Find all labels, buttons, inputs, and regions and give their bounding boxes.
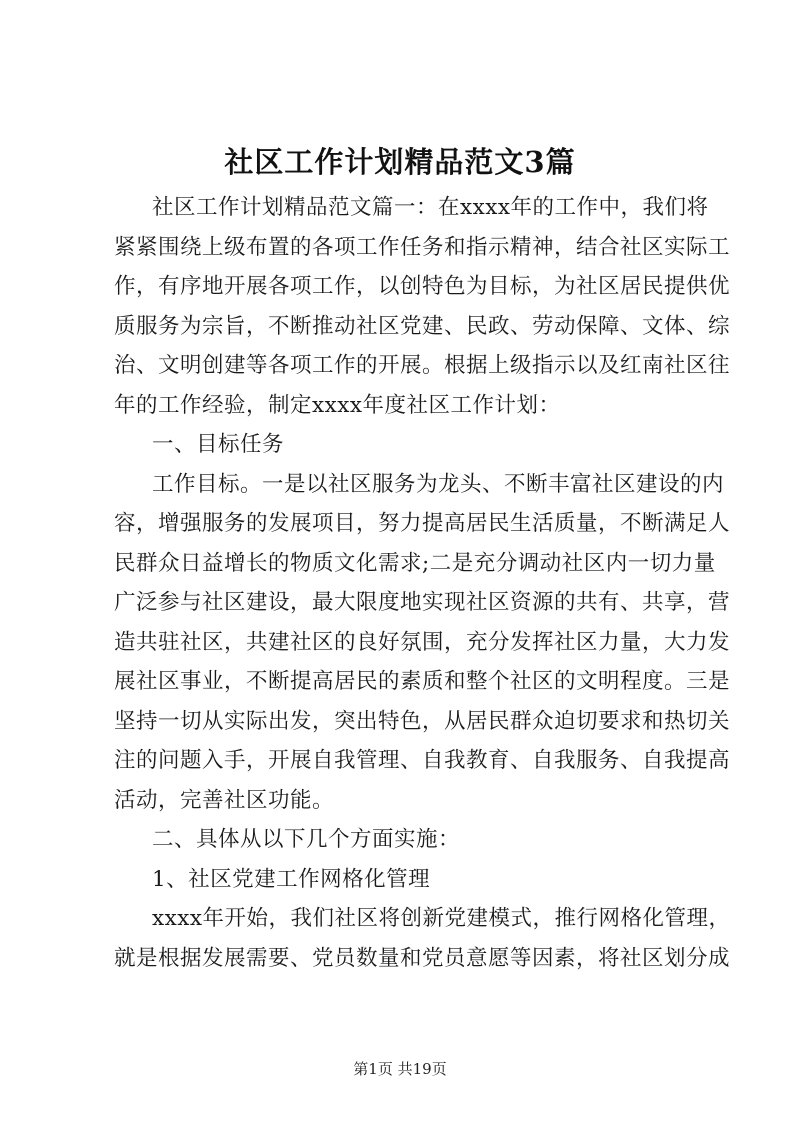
paragraph-line: 注的问题入手，开展自我管理、自我教育、自我服务、自我提高 xyxy=(114,748,731,773)
paragraph-line: 就是根据发展需要、党员数量和党员意愿等因素，将社区划分成 xyxy=(114,945,731,971)
paragraph-line: 作，有序地开展各项工作，以创特色为目标，为社区居民提供优 xyxy=(114,274,731,299)
paragraph-line: 年的工作经验，制定xxxx年度社区工作计划： xyxy=(114,392,561,418)
paragraph-line: 容，增强服务的发展项目，努力提高居民生活质量，不断满足人 xyxy=(114,511,731,536)
paragraph-line: 紧紧围绕上级布置的各项工作任务和指示精神，结合社区实际工 xyxy=(114,234,731,260)
paragraph-line: 展社区事业，不断提高居民的素质和整个社区的文明程度。三是 xyxy=(114,669,731,694)
subsection-heading: 1、社区党建工作网格化管理 xyxy=(152,866,431,892)
section-heading: 一、目标任务 xyxy=(152,432,285,457)
paragraph-line: 社区工作计划精品范文篇一：在xxxx年的工作中，我们将 xyxy=(152,195,709,220)
paragraph-line: 工作目标。一是以社区服务为龙头、不断丰富社区建设的内 xyxy=(152,471,725,497)
paragraph-line: xxxx年开始，我们社区将创新党建模式，推行网格化管理， xyxy=(152,906,731,931)
paragraph-line: 活动，完善社区功能。 xyxy=(114,787,335,813)
paragraph-line: 治、文明创建等各项工作的开展。根据上级指示以及红南社区往 xyxy=(114,353,731,378)
paragraph-line: 造共驻社区，共建社区的良好氛围，充分发挥社区力量，大力发 xyxy=(114,629,731,655)
paragraph-line: 民群众日益增长的物质文化需求;二是充分调动社区内一切力量 xyxy=(114,550,716,576)
page-footer: 第1页 共19页 xyxy=(353,1060,447,1078)
section-heading: 二、具体从以下几个方面实施： xyxy=(152,827,461,852)
document-body xyxy=(114,188,731,978)
paragraph-line: 坚持一切从实际出发，突出特色，从居民群众迫切要求和热切关 xyxy=(114,708,731,734)
document-title: 社区工作计划精品范文3篇 xyxy=(224,145,576,179)
paragraph-line: 广泛参与社区建设，最大限度地实现社区资源的共有、共享，营 xyxy=(114,590,731,615)
paragraph-line: 质服务为宗旨，不断推动社区党建、民政、劳动保障、文体、综 xyxy=(114,313,731,339)
